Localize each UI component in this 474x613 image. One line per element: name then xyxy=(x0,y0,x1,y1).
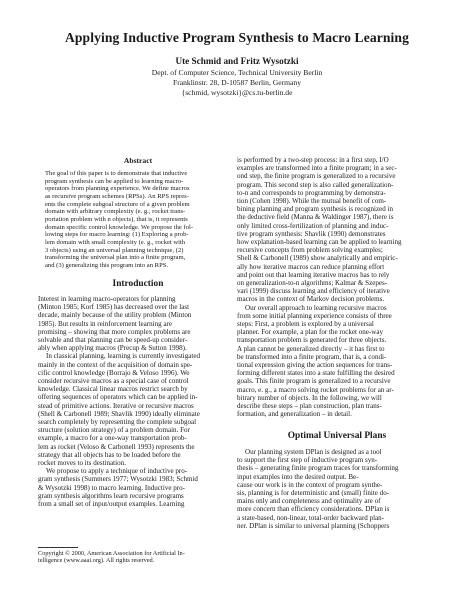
footnote-line: Copyright © 2000, American Association for Artificial In- xyxy=(38,550,185,557)
body-line: A plan cannot be generalized directly – it has first to xyxy=(237,344,385,353)
affiliation-department: Dept. of Computer Science, Technical University Berlin xyxy=(151,68,323,77)
intro-line: structure (solution strategy) of a problem domain. For xyxy=(38,426,190,435)
abstract-line: domain specific control knowledge. We propose the fol- xyxy=(45,223,194,231)
body-line: goals. This finite program is generalized to a recursive xyxy=(237,377,391,386)
body-line: sis, planning is for deterministic and (small) finite do- xyxy=(237,489,390,498)
intro-line: 1985). But results in reinforcement learning are xyxy=(38,319,173,328)
intro-line: rocket moves to its destination. xyxy=(38,459,126,468)
abstract-line: transforming the universal plan into a finite program, xyxy=(45,254,186,262)
body-line: bining planning and program synthesis is recognized in xyxy=(237,205,393,214)
intro-line: & Wysotzki 1998) to macro learning. Inductive pro- xyxy=(38,483,186,492)
body-line: and point out that learning iterative macros has to rely xyxy=(237,270,390,279)
abstract-line: and (3) generalizing this program into an RPS. xyxy=(45,261,169,269)
affiliation-email: {schmid, wysotzki}@cs.tu-berlin.de xyxy=(181,88,293,97)
intro-line: gram synthesis algorithms learn recursive programs xyxy=(38,491,184,500)
abstract-line: program synthesis can be applied to learning macro- xyxy=(45,177,184,185)
body-line: to-n and corresponds to programming by demonstra- xyxy=(237,188,386,197)
abstract-body xyxy=(45,170,231,270)
copyright-footnote xyxy=(38,550,238,565)
body-line: ond step, the finite program is generalized to a recursive xyxy=(237,172,396,181)
abstract-line: domain with arbitrary complexity (e. g., rocket trans- xyxy=(45,208,186,216)
author-affiliation xyxy=(0,68,474,98)
body-line: tion (Cohen 1998). While the mutual benefit of com- xyxy=(237,197,387,206)
intro-line: consider recursive macros as a special case of control xyxy=(38,377,189,386)
body-line: be transformed into a finite program, that is, a condi- xyxy=(237,352,387,361)
body-line: describe these steps – plan construction, plan trans- xyxy=(237,402,382,411)
intro-line: lem as rocket (Veloso & Carbonell 1993) represents the xyxy=(38,442,195,451)
optimal-universal-plans-body xyxy=(237,448,437,530)
intro-line: In classical planning, learning is currently investigated xyxy=(46,352,201,361)
intro-line: search completely by representing the complete subgoal xyxy=(38,418,197,427)
body-line: more concern than efficiency considerations. DPlan is xyxy=(237,505,390,514)
body-line: input examples into the desired output. Be- xyxy=(237,472,359,481)
paper-title: Applying Inductive Program Synthesis to Macro Learning xyxy=(64,30,409,45)
right-column-body xyxy=(237,156,437,419)
body-line: bitrary number of objects. In the following, we will xyxy=(237,393,382,402)
abstract-line: lem domain with small complexity (e. g., rocket with xyxy=(45,238,186,246)
footnote-line: telligence (www.aaai.org). All rights reserved. xyxy=(38,557,155,565)
body-line: vari (1999) discuss learning and efficiency of iterative xyxy=(237,287,390,296)
intro-line: solvable and that planning can be speed-up consider- xyxy=(38,336,188,345)
body-line: forming different states into a state fulfilling the desired xyxy=(237,369,395,378)
body-line: examples are transformed into a finite program; in a sec- xyxy=(237,164,397,173)
introduction-body xyxy=(38,295,238,508)
abstract-line: ents the complete subgoal structure of a given problem xyxy=(45,200,190,208)
intro-line: decade, mainly because of the utility problem (Minton xyxy=(38,311,192,320)
intro-line: promising – showing that more complex problems are xyxy=(38,327,191,336)
body-line: ally how iterative macros can reduce planning effort xyxy=(237,262,385,271)
intro-line: ably when applying macros (Precup & Sutton 1998). xyxy=(38,344,187,353)
introduction-heading: Introduction xyxy=(112,279,164,289)
body-line: mains only and completeness and optimality are of xyxy=(237,497,381,506)
intro-line: cific control knowledge (Borrajo & Veloso 1996). We xyxy=(38,368,190,377)
body-line: macros in the context of Markov decision problems. xyxy=(237,295,385,304)
intro-line: mainly in the context of the acquisition of domain spe- xyxy=(38,360,193,369)
affiliation-address: Franklinstr. 28, D-10587 Berlin, Germany xyxy=(172,78,302,87)
abstract-heading: Abstract xyxy=(123,156,153,165)
intro-line: from a small set of input/output examples. Learning xyxy=(38,500,185,509)
abstract-line: The goal of this paper is to demonstrate that inductive xyxy=(45,170,188,177)
intro-line: strategy that all objects has to be loaded before the xyxy=(38,450,181,459)
abstract-line: operators from planning experience. We define macros xyxy=(45,185,190,193)
body-line: on generalization-to-n algorithms; Kalmar & Szepes- xyxy=(237,279,388,288)
optimal-universal-plans-heading: Optimal Universal Plans xyxy=(287,431,387,441)
intro-line: (Shell & Carbonell 1989; Shavlik 1990) ideally eliminate xyxy=(38,409,200,418)
intro-line: We propose to apply a technique of inductive pro- xyxy=(46,467,188,476)
body-line: planner. For example, a plan for the rocket one-way xyxy=(237,328,383,337)
abstract-line: portation problem with n objects), that is, it represents xyxy=(45,215,188,223)
body-line: is performed by a two-step process: in a first step, I/O xyxy=(237,156,389,164)
intro-line: knowledge. Classical linear macros restrict search by xyxy=(38,385,188,394)
body-line: steps: First, a problem is explored by a universal xyxy=(237,320,374,329)
body-line: transportation problem is generated for three objects. xyxy=(237,336,387,345)
intro-line: Interest in learning macro-operators for planning xyxy=(38,295,176,303)
body-line: formation, and generalization – in detail. xyxy=(237,410,352,419)
body-line: a state-based, non-linear, total-order backward plan- xyxy=(237,513,385,522)
body-line: the deductive field (Manna & Waldinger 1987), there is xyxy=(237,213,394,222)
body-line: thesis – generating finite program traces for transforming xyxy=(237,464,399,473)
footnote-rule xyxy=(38,547,78,548)
paper-authors: Ute Schmid and Fritz Wysotzki xyxy=(175,56,299,66)
intro-line: gram synthesis (Summers 1977; Wysotzki 1983; Schmid xyxy=(38,475,198,484)
body-line: macro, e. g., a macro solving rocket problems for an ar- xyxy=(237,385,394,394)
body-line: only limited cross-fertilization of planning and induc- xyxy=(237,221,389,230)
body-line: cause our work is in the context of program synthe- xyxy=(237,480,383,489)
body-line: tive program synthesis: Shavlik (1990) demonstrates xyxy=(237,229,386,238)
body-line: from some initial planning experience consists of three xyxy=(237,311,392,320)
abstract-line: lowing steps for macro learning: (1) Exploring a prob- xyxy=(45,231,189,239)
body-line: to support the first step of inductive program syn- xyxy=(237,456,378,465)
body-line: program. This second step is also called generalization- xyxy=(237,180,394,189)
body-line: tional expression giving the action sequences for trans- xyxy=(237,361,393,370)
intro-line: (Minton 1985; Korf 1985) has decreased over the last xyxy=(38,303,190,312)
intro-line: offering sequences of operators which can be applied in- xyxy=(38,393,198,402)
intro-line: example, a macro for a one-way transportation prob- xyxy=(38,434,187,443)
body-line: ner. DPlan is similar to universal planning (Schoppers xyxy=(237,521,390,530)
body-line: Shell & Carbonell (1989) show analytically and empiric- xyxy=(237,254,398,263)
body-line: Our overall approach to learning recursive macros xyxy=(245,303,387,312)
abstract-line: as recursive program schemes (RPSs). An RPS repres- xyxy=(45,192,189,200)
body-line: recursive concepts from problem solving examples; xyxy=(237,246,383,255)
body-line: how explanation-based learning can be applied to learning xyxy=(237,238,402,247)
abstract-line: 3 objects) using an universal planning technique, (2) xyxy=(45,246,184,254)
intro-line: stead of primitive actions. Iterative or recursive macros xyxy=(38,401,194,410)
body-line: Our planning system DPlan is designed as a tool xyxy=(245,448,382,456)
